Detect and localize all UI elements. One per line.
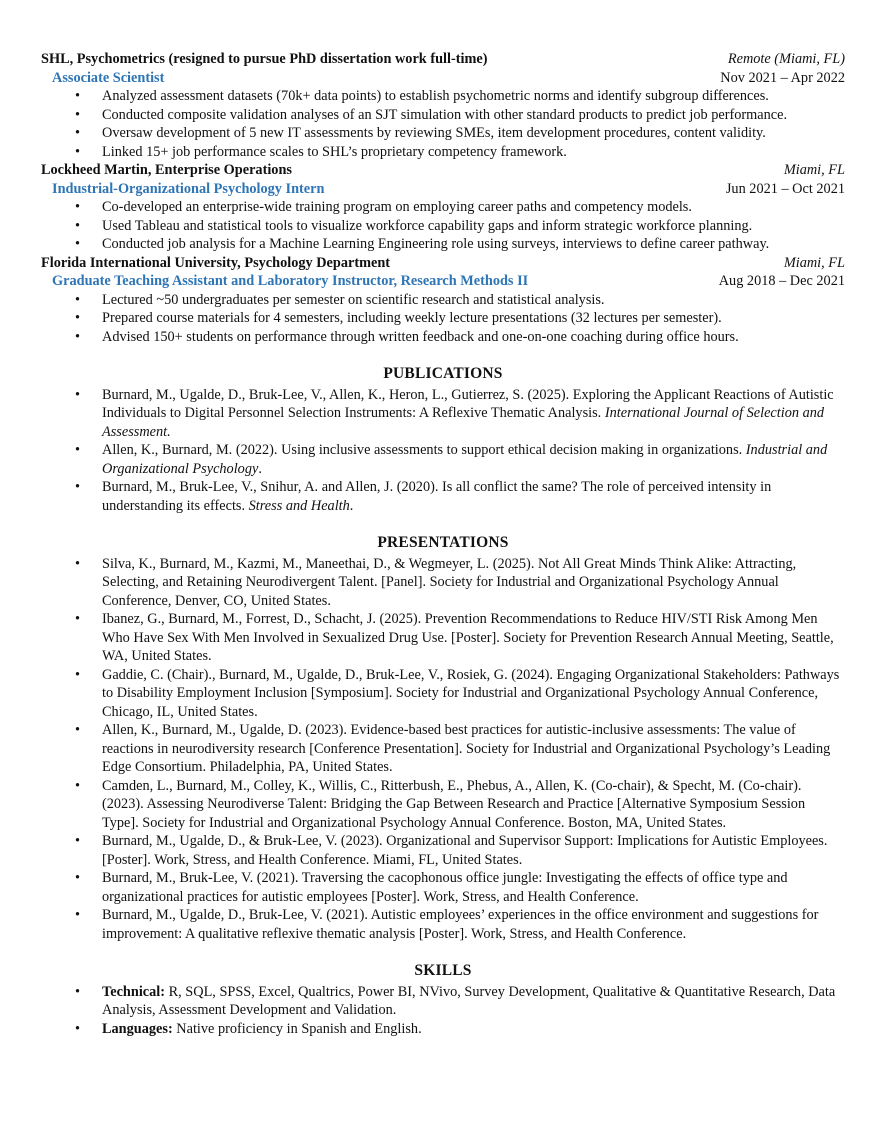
skill-text: R, SQL, SPSS, Excel, Qualtrics, Power BI, NVivo, Survey Development, Qualitative & Quantitative Research, Data Analysis, Assessment Development and Validation. xyxy=(102,983,836,1018)
job-title: Associate Scientist xyxy=(52,69,165,86)
citation-tail: . xyxy=(258,460,262,477)
list-item: • Conducted composite validation analyses of an SJT simulation with other standard products to predict job performance. xyxy=(41,106,845,125)
organization-name: SHL, Psychometrics (resigned to pursue PhD dissertation work full-time) xyxy=(41,51,488,67)
list-item: • Oversaw development of 5 new IT assessments by reviewing SMEs, item development procedures, content validity. xyxy=(41,124,845,143)
experience-header xyxy=(41,254,845,273)
list-item: • Co-developed an enterprise-wide training program on employing career paths and competency models. xyxy=(41,198,845,217)
job-dates: Aug 2018 – Dec 2021 xyxy=(718,273,845,289)
presentation-item: • Allen, K., Burnard, M., Ugalde, D. (2023). Evidence-based best practices for autistic-inclusive assessments: The value of reactions in neurodiversity research [Conference Presentation]. Society for Industrial and Organizational Psychology’s Leading Edge Consortium. Philadelphia, PA, United States. xyxy=(41,721,845,777)
job-location: Remote (Miami, FL) xyxy=(727,51,845,67)
job-dates: Jun 2021 – Oct 2021 xyxy=(725,180,845,197)
list-item: • Analyzed assessment datasets (70k+ data points) to establish psychometric norms and identify subgroup differences. xyxy=(41,87,845,106)
presentations-list xyxy=(41,555,845,944)
role-row xyxy=(41,272,845,291)
publication-item xyxy=(41,386,845,442)
experience-entry-shl xyxy=(41,50,845,161)
skill-text: Native proficiency in Spanish and English. xyxy=(172,1020,422,1037)
experience-header xyxy=(41,161,845,180)
job-location: Miami, FL xyxy=(783,162,845,178)
experience-entry-lockheed xyxy=(41,161,845,254)
publications-list xyxy=(41,386,845,516)
presentation-item: • Camden, L., Burnard, M., Colley, K., Willis, C., Ritterbush, E., Phebus, A., Allen, K. (Co-chair), & Specht, M. (Co-chair). (2023). Assessing Neurodiverse Talent: Bridging the Gap Between Research and Practice [Alternative Symposium Session Type]. Society for Industrial and Organizational Psychology Annual Conference. Boston, MA, United States. xyxy=(41,777,845,833)
job-bullets xyxy=(41,291,845,347)
list-item: • Lectured ~50 undergraduates per semester on scientific research and statistical analysis. xyxy=(41,291,845,310)
experience-header xyxy=(41,50,845,69)
list-item: • Advised 150+ students on performance through written feedback and one-on-one coaching during office hours. xyxy=(41,328,845,347)
job-location: Miami, FL xyxy=(783,254,845,271)
citation-tail: . xyxy=(349,497,354,514)
citation-text: Burnard, M., Bruk-Lee, V., Snihur, A. and Allen, J. (2020). Is all conflict the same? The role of perceived intensity in understanding its effects. xyxy=(102,479,772,514)
skill-item-languages xyxy=(41,1020,845,1039)
skills-heading: SKILLS xyxy=(414,962,472,979)
list-item: • Conducted job analysis for a Machine Learning Engineering role using surveys, interviews to define career pathway. xyxy=(41,235,845,254)
publication-item xyxy=(41,478,845,515)
experience-entry-fiu xyxy=(41,254,845,347)
publication-item xyxy=(41,441,845,478)
job-bullets xyxy=(41,87,845,161)
job-bullets xyxy=(41,198,845,254)
presentation-item: • Burnard, M., Ugalde, D., Bruk-Lee, V. (2021). Autistic employees’ experiences in the office environment and suggestions for improvement: A qualitative reflexive thematic analysis [Poster]. Work, Stress, and Health Conference. xyxy=(41,906,845,943)
skill-item-technical xyxy=(41,983,845,1020)
journal-name: Stress and Health xyxy=(248,497,350,514)
job-title: Graduate Teaching Assistant and Laboratory Instructor, Research Methods II xyxy=(52,273,529,289)
presentation-item: • Gaddie, C. (Chair)., Burnard, M., Ugalde, D., Bruk-Lee, V., Rosiek, G. (2024). Engaging Organizational Stakeholders: Pathways to Disability Employment Inclusion [Symposium]. Society for Industrial and Organizational Psychology Annual Conference, Chicago, IL, United States. xyxy=(41,666,845,722)
journal-name: Industrial and Organizational Psychology xyxy=(102,442,828,477)
organization-name: Florida International University, Psychology Department xyxy=(41,254,391,271)
role-row xyxy=(41,180,845,199)
skill-label: Technical: xyxy=(102,983,166,1000)
role-row xyxy=(41,69,845,88)
skill-label: Languages: xyxy=(102,1020,173,1037)
presentation-item: • Ibanez, G., Burnard, M., Forrest, D., Schacht, J. (2025). Prevention Recommendations to Reduce HIV/STI Risk Among Men Who Have Sex With Men Involved in Sexualized Drug Use. [Poster]. Society for Prevention Research Annual Meeting, Seattle, WA, United States. xyxy=(41,610,845,666)
list-item: • Used Tableau and statistical tools to visualize workforce capability gaps and inform strategic workforce planning. xyxy=(41,217,845,236)
presentations-heading: PRESENTATIONS xyxy=(377,534,509,551)
list-item: • Prepared course materials for 4 semesters, including weekly lecture presentations (32 lectures per semester). xyxy=(41,309,845,328)
presentation-item: • Burnard, M., Ugalde, D., & Bruk-Lee, V. (2023). Organizational and Supervisor Support: Implications for Autistic Employees. [Poster]. Work, Stress, and Health Conference. Miami, FL, United States. xyxy=(41,832,845,869)
citation-text: Allen, K., Burnard, M. (2022). Using inclusive assessments to support ethical decision making in organizations. xyxy=(102,442,746,458)
job-title: Industrial-Organizational Psychology Intern xyxy=(52,180,325,197)
organization-name: Lockheed Martin, Enterprise Operations xyxy=(41,162,292,178)
presentation-item: • Burnard, M., Bruk-Lee, V. (2021). Traversing the cacophonous office jungle: Investigating the effects of office type and organizational practices for autistic employees [Poster]. Work, Stress, and Health Conference. xyxy=(41,869,845,906)
citation-text: Burnard, M., Ugalde, D., Bruk-Lee, V., Allen, K., Heron, L., Gutierrez, S. (2025). Exploring the Applicant Reactions of Autistic Individuals to Digital Personnel Selection Instruments: A Reflexive Thematic Analysis. xyxy=(102,386,834,421)
publications-heading: PUBLICATIONS xyxy=(383,365,503,382)
job-dates: Nov 2021 – Apr 2022 xyxy=(720,69,845,86)
skills-list xyxy=(41,983,845,1039)
list-item: • Linked 15+ job performance scales to SHL’s proprietary competency framework. xyxy=(41,143,845,162)
presentation-item: • Silva, K., Burnard, M., Kazmi, M., Maneethai, D., & Wegmeyer, L. (2025). Not All Great Minds Think Alike: Attracting, Selecting, and Retaining Neurodivergent Talent. [Panel]. Society for Industrial and Organizational Psychology Annual Conference, Denver, CO, United States. xyxy=(41,555,845,611)
journal-name: International Journal of Selection and Assessment. xyxy=(102,405,825,440)
